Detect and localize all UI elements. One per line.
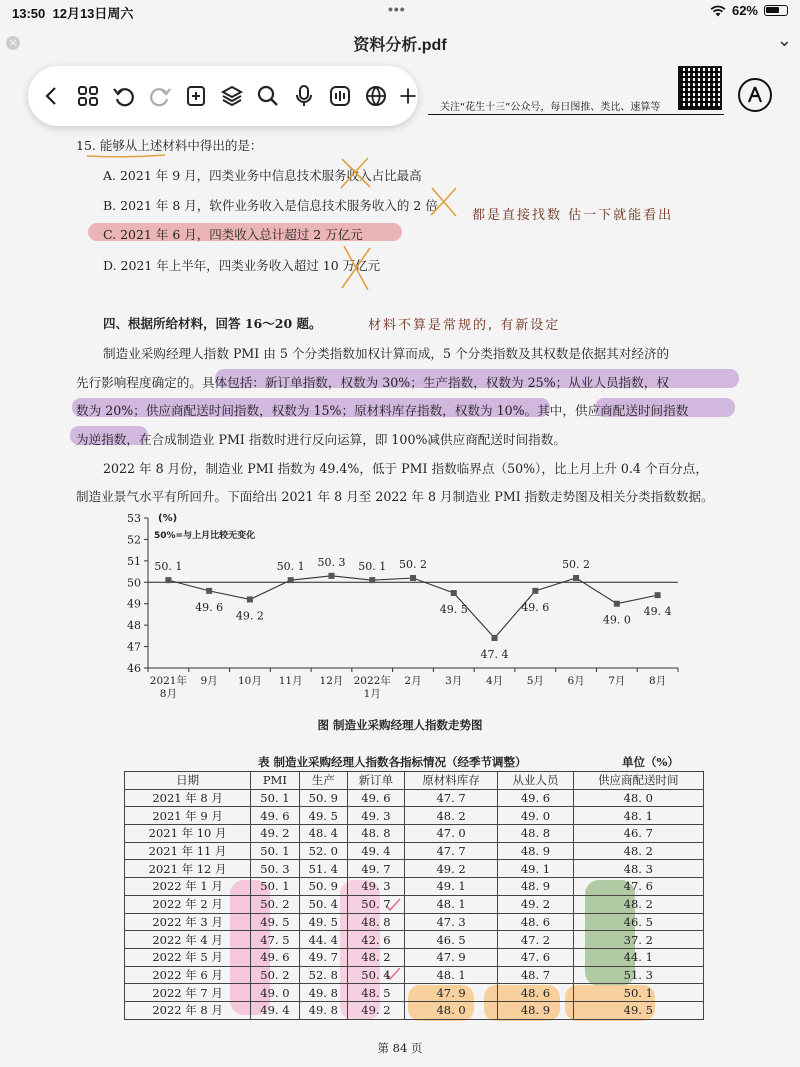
data-point (288, 577, 294, 583)
table-cell: 48. 1 (404, 895, 498, 913)
cross-mark-d (338, 244, 374, 292)
pen-tool-button[interactable] (738, 78, 772, 112)
table-row (125, 1001, 704, 1019)
chevron-down-icon[interactable]: ⌄ (776, 30, 792, 51)
table-cell: 2021 年 8 月 (125, 789, 251, 807)
promo-text: 关注“花生十三”公众号，每日图推、类比、速算等 (440, 102, 661, 113)
table-row (125, 860, 704, 878)
data-label: 50. 1 (276, 560, 305, 574)
data-point (492, 635, 498, 641)
paragraph-1-line-4: 为逆指数，在合成制造业 PMI 指数时进行反向运算，即 100%减供应商配送时间指数。 (76, 432, 566, 447)
table-cell: 50. 7 (348, 895, 405, 913)
table-cell: 49. 6 (498, 789, 573, 807)
table-cell: 50. 4 (299, 895, 347, 913)
y-axis-label: (%) (158, 513, 178, 524)
grid-icon[interactable] (74, 82, 102, 110)
table-cell: 46. 5 (404, 931, 498, 949)
table-cell: 50. 1 (573, 984, 703, 1002)
table-cell: 48. 9 (498, 842, 573, 860)
multitask-dots[interactable]: ••• (388, 1, 406, 17)
table-cell: 49. 5 (299, 913, 347, 931)
table-cell: 2022 年 1 月 (125, 878, 251, 896)
battery-icon (764, 5, 788, 16)
table-cell: 47. 9 (404, 948, 498, 966)
x-tick-label: 2月 (404, 675, 422, 687)
table-row (125, 984, 704, 1002)
table-cell: 48. 4 (299, 825, 347, 843)
x-tick-label: 9月 (200, 675, 218, 687)
table-header-row (125, 772, 704, 790)
layers-icon[interactable] (218, 82, 246, 110)
table-cell: 48. 8 (348, 913, 405, 931)
table-cell: 47. 6 (498, 948, 573, 966)
table-cell: 42. 6 (348, 931, 405, 949)
table-cell: 46. 7 (573, 825, 703, 843)
table-row (125, 895, 704, 913)
table-cell: 37. 2 (573, 931, 703, 949)
table-row (125, 878, 704, 896)
table-cell: 47. 2 (498, 931, 573, 949)
data-point (655, 592, 661, 598)
plus-icon[interactable] (398, 82, 418, 110)
pmi-data-table (124, 771, 704, 1020)
data-label: 50. 1 (154, 560, 183, 574)
option-a[interactable]: A. 2021 年 9 月，四类业务中信息技术服务收入占比最高 (103, 168, 422, 183)
table-cell: 50. 9 (299, 878, 347, 896)
annotation-toolbar (28, 66, 418, 126)
table-cell: 49. 3 (348, 807, 405, 825)
table-header-cell: 新订单 (348, 772, 405, 790)
table-cell: 49. 2 (498, 895, 573, 913)
table-cell: 49. 2 (404, 860, 498, 878)
table-row (125, 842, 704, 860)
table-row (125, 825, 704, 843)
table-cell: 50. 1 (251, 842, 299, 860)
table-cell: 52. 8 (299, 966, 347, 984)
table-cell: 44. 4 (299, 931, 347, 949)
table-cell: 46. 5 (573, 913, 703, 931)
y-tick-label: 49 (127, 597, 141, 611)
table-cell: 49. 0 (251, 984, 299, 1002)
table-header-cell: 供应商配送时间 (573, 772, 703, 790)
table-cell: 48. 1 (404, 966, 498, 984)
table-cell: 52. 0 (299, 842, 347, 860)
paragraph-1-line-1: 制造业采购经理人指数 PMI 由 5 个分类指数加权计算而成，5 个分类指数及其权数是依据其对经济的 (103, 346, 670, 361)
table-cell: 47. 6 (573, 878, 703, 896)
table-cell: 48. 9 (498, 878, 573, 896)
table-cell: 49. 4 (348, 842, 405, 860)
table-cell: 2021 年 9 月 (125, 807, 251, 825)
table-cell: 47. 7 (404, 789, 498, 807)
data-label: 49. 4 (643, 605, 672, 619)
table-row (125, 807, 704, 825)
table-row (125, 913, 704, 931)
table-cell: 48. 2 (573, 842, 703, 860)
y-tick-label: 52 (127, 533, 141, 547)
table-row (125, 966, 704, 984)
table-cell: 48. 7 (498, 966, 573, 984)
x-tick-label: 4月 (485, 675, 504, 687)
table-cell: 48. 8 (498, 825, 573, 843)
back-icon[interactable] (38, 82, 66, 110)
paragraph-2-line-1: 2022 年 8 月份，制造业 PMI 指数为 49.4%，低于 PMI 指数临界点（50%），比上月上升 0.4 个百分点， (103, 461, 708, 476)
y-tick-label: 53 (127, 512, 141, 525)
table-cell: 48. 6 (498, 984, 573, 1002)
table-cell: 2021 年 11 月 (125, 842, 251, 860)
table-cell: 48. 6 (498, 913, 573, 931)
table-cell: 44. 1 (573, 948, 703, 966)
table-cell: 50. 1 (251, 789, 299, 807)
y-tick-label: 47 (127, 640, 141, 654)
x-tick-label: 10月 (237, 675, 262, 687)
table-cell: 49. 7 (299, 948, 347, 966)
promo-banner (428, 66, 724, 120)
table-cell: 48. 8 (348, 825, 405, 843)
table-cell: 49. 4 (251, 1001, 299, 1019)
pen-icon (745, 85, 765, 105)
table-cell: 51. 4 (299, 860, 347, 878)
option-d[interactable]: D. 2021 年上半年，四类业务收入超过 10 万亿元 (103, 258, 381, 273)
x-tick-label: 8月 (649, 675, 667, 687)
table-cell: 49. 2 (251, 825, 299, 843)
table-cell: 49. 8 (299, 1001, 347, 1019)
table-cell: 50. 2 (251, 966, 299, 984)
x-tick-label: 7月 (608, 675, 626, 687)
table-row (125, 789, 704, 807)
table-cell: 2021 年 10 月 (125, 825, 251, 843)
table-cell: 48. 2 (348, 948, 405, 966)
wifi-icon (710, 5, 726, 17)
table-header-cell: 从业人员 (498, 772, 573, 790)
table-cell: 50. 2 (251, 895, 299, 913)
cross-mark-a (336, 155, 376, 191)
add-page-icon[interactable] (182, 82, 210, 110)
data-point (328, 573, 334, 579)
table-cell: 2022 年 5 月 (125, 948, 251, 966)
data-label: 47. 4 (480, 648, 509, 661)
data-point (614, 601, 620, 607)
table-cell: 49. 5 (299, 807, 347, 825)
table-cell: 49. 0 (498, 807, 573, 825)
data-label: 49. 6 (521, 600, 550, 614)
page-number: 第 84 页 (377, 1041, 423, 1055)
option-b[interactable]: B. 2021 年 8 月，软件业务收入是信息技术服务收入的 2 倍 (103, 198, 438, 213)
data-label: 49. 0 (602, 613, 631, 627)
data-label: 50. 2 (399, 558, 427, 571)
data-point (165, 577, 171, 583)
x-tick-label: 2021年 8月 (149, 675, 188, 700)
paragraph-1-line-2: 先行影响程度确定的。具体包括：新订单指数，权数为 30%；生产指数，权数为 25%；从业人员指数，权 (76, 375, 669, 390)
x-tick-label: 11月 (278, 675, 303, 687)
table-cell: 49. 6 (251, 948, 299, 966)
table-header-cell: 日期 (125, 772, 251, 790)
qr-code (678, 66, 722, 110)
table-cell: 49. 3 (348, 878, 405, 896)
table-cell: 2022 年 3 月 (125, 913, 251, 931)
paragraph-1-line-3: 数为 20%；供应商配送时间指数，权数为 15%；原材料库存指数，权数为 10%。其中，供应商配送时间指数 (76, 403, 689, 418)
table-cell: 48. 0 (404, 1001, 498, 1019)
table-cell: 47. 5 (251, 931, 299, 949)
x-tick-label: 2022年 1月 (353, 675, 391, 700)
x-tick-label: 12月 (319, 675, 344, 687)
data-label: 49. 6 (195, 600, 224, 614)
table-cell: 48. 2 (573, 895, 703, 913)
table-title: 表 制造业采购经理人指数各指标情况（经季节调整） (258, 755, 527, 769)
table-cell: 2022 年 6 月 (125, 966, 251, 984)
section-heading: 四、根据所给材料，回答 16～20 题。 (103, 316, 322, 331)
table-header-cell: PMI (251, 772, 299, 790)
status-time: 13:50 12月13日周六 (12, 6, 134, 21)
table-cell: 49. 7 (348, 860, 405, 878)
table-cell: 49. 1 (404, 878, 498, 896)
x-tick-label: 5月 (526, 675, 544, 687)
status-bar (0, 0, 800, 22)
table-header-cell: 原材料库存 (404, 772, 498, 790)
series-line (168, 576, 657, 638)
data-point (369, 577, 375, 583)
table-cell: 48. 5 (348, 984, 405, 1002)
table-row (125, 931, 704, 949)
y-tick-label: 51 (127, 554, 141, 568)
table-cell: 49. 8 (299, 984, 347, 1002)
table-cell: 47. 0 (404, 825, 498, 843)
data-label: 50. 3 (317, 555, 346, 569)
chart-annotation: 50%=与上月比较无变化 (154, 531, 256, 541)
data-label: 49. 5 (439, 603, 468, 616)
data-point (451, 590, 457, 596)
table-cell: 49. 5 (251, 913, 299, 931)
data-label: 50. 2 (562, 558, 591, 571)
search-icon[interactable] (254, 82, 282, 110)
table-cell: 2022 年 8 月 (125, 1001, 251, 1019)
table-cell: 50. 3 (251, 860, 299, 878)
y-tick-label: 46 (127, 662, 141, 675)
data-point (573, 575, 579, 581)
table-cell: 2021 年 12 月 (125, 860, 251, 878)
battery-percent: 62% (731, 3, 758, 18)
table-cell: 49. 5 (573, 1001, 703, 1019)
table-cell: 48. 0 (573, 789, 703, 807)
close-icon[interactable]: × (6, 36, 20, 50)
table-cell: 2022 年 2 月 (125, 895, 251, 913)
data-point (410, 575, 416, 581)
table-cell: 48. 1 (573, 807, 703, 825)
chart-caption: 图 制造业采购经理人指数走势图 (317, 718, 483, 732)
y-tick-label: 48 (127, 619, 141, 633)
paragraph-2-line-2: 制造业景气水平有所回升。下面给出 2021 年 8 月至 2022 年 8 月制造业 PMI 指数走势图及相关分类指数数据。 (76, 489, 714, 504)
table-cell: 2022 年 4 月 (125, 931, 251, 949)
y-tick-label: 50 (127, 576, 141, 590)
data-point (532, 588, 538, 594)
handwritten-note-section4: 材料不算是常规的, 有新设定 (368, 318, 561, 333)
table-cell: 50. 9 (299, 789, 347, 807)
data-label: 49. 2 (235, 609, 264, 623)
microphone-icon[interactable] (290, 82, 318, 110)
table-cell: 49. 1 (498, 860, 573, 878)
table-cell: 2022 年 7 月 (125, 984, 251, 1002)
x-tick-label: 3月 (445, 675, 463, 687)
option-c[interactable]: C. 2021 年 6 月，四类收入总计超过 2 万亿元 (103, 227, 363, 242)
undo-icon[interactable] (110, 82, 138, 110)
table-cell: 47. 3 (404, 913, 498, 931)
table-cell: 48. 9 (498, 1001, 573, 1019)
question-15-stem: 15. 能够从上述材料中得出的是： (76, 138, 263, 153)
globe-icon[interactable] (362, 82, 390, 110)
table-cell: 49. 6 (251, 807, 299, 825)
table-header-cell: 生产 (299, 772, 347, 790)
table-cell: 48. 3 (573, 860, 703, 878)
pmi-line-chart (118, 508, 688, 718)
document-title: 资料分析.pdf (353, 37, 447, 54)
document-titlebar (0, 24, 800, 60)
table-cell: 51. 3 (573, 966, 703, 984)
handwritten-note-q15: 都是直接找数 估一下就能看出 (472, 208, 674, 223)
table-cell: 49. 2 (348, 1001, 405, 1019)
table-cell: 50. 1 (251, 878, 299, 896)
table-cell: 49. 6 (348, 789, 405, 807)
table-row (125, 948, 704, 966)
stem-underline (86, 153, 166, 159)
cross-mark-b (426, 184, 462, 220)
x-tick-label: 6月 (567, 675, 585, 687)
table-cell: 47. 9 (404, 984, 498, 1002)
table-cell: 47. 7 (404, 842, 498, 860)
sticker-icon[interactable] (326, 82, 354, 110)
data-point (206, 588, 212, 594)
redo-icon[interactable] (146, 82, 174, 110)
table-cell: 50. 4 (348, 966, 405, 984)
table-unit: 单位（%） (622, 755, 679, 769)
data-label: 50. 1 (358, 560, 387, 574)
data-point (247, 596, 253, 602)
table-cell: 48. 2 (404, 807, 498, 825)
